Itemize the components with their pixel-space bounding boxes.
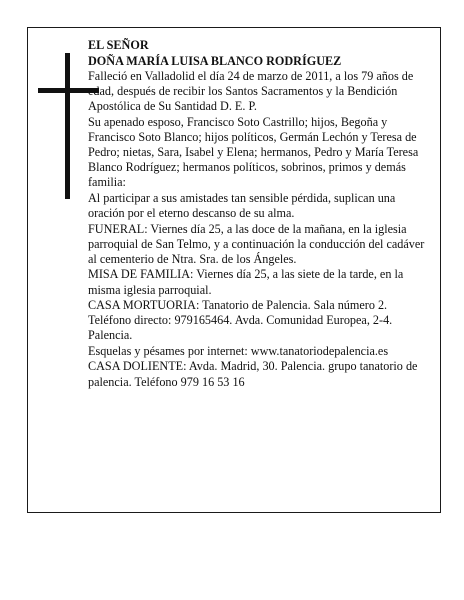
funeral-home-info: CASA MORTUORIA: Tanatorio de Palencia. Sala número 2. Teléfono directo: 979165464. Avda. Comunidad Europea, 2-4. Palencia.	[88, 298, 393, 343]
prayer-request: Al participar a sus amistades tan sensible pérdida, suplican una oración por el eterno descanso de su alma.	[88, 190, 396, 221]
family-list: Su apenado esposo, Francisco Soto Castrillo; hijos, Begoña y Francisco Soto Blanco; hijos políticos, Germán Lechón y Teresa de Pedro; nietas, Sara, Isabel y Elena; hermanos, Pedro y María Teresa Blanco Rodríguez; hermanos políticos, sobrinos, primos y demás familia:	[88, 114, 419, 190]
death-announcement: Falleció en Valladolid el día 24 de marzo de 2011, a los 79 años de edad, después de recibir los Santos Sacramentos y la Bendición Apostólica de Su Santidad D. E. P.	[88, 69, 414, 114]
online-condolences: Esquelas y pésames por internet: www.tanatoriodepalencia.es	[88, 343, 389, 358]
notice-text	[88, 38, 430, 390]
cross-vertical-bar	[65, 53, 70, 199]
funeral-info: FUNERAL: Viernes día 25, a las doce de la mañana, en la iglesia parroquial de San Telmo, y a continuación la conducción del cadáver al cementerio de Ntra. Sra. de los Ángeles.	[88, 221, 425, 266]
family-mass-info: MISA DE FAMILIA: Viernes día 25, a las siete de la tarde, en la misma iglesia parroquial.	[88, 267, 404, 297]
notice-title: EL SEÑOR	[88, 38, 149, 52]
deceased-name: DOÑA MARÍA LUISA BLANCO RODRÍGUEZ	[88, 53, 342, 68]
family-home-info: CASA DOLIENTE: Avda. Madrid, 30. Palencia. grupo tanatorio de palencia. Teléfono 979 16 53 16	[88, 359, 418, 389]
